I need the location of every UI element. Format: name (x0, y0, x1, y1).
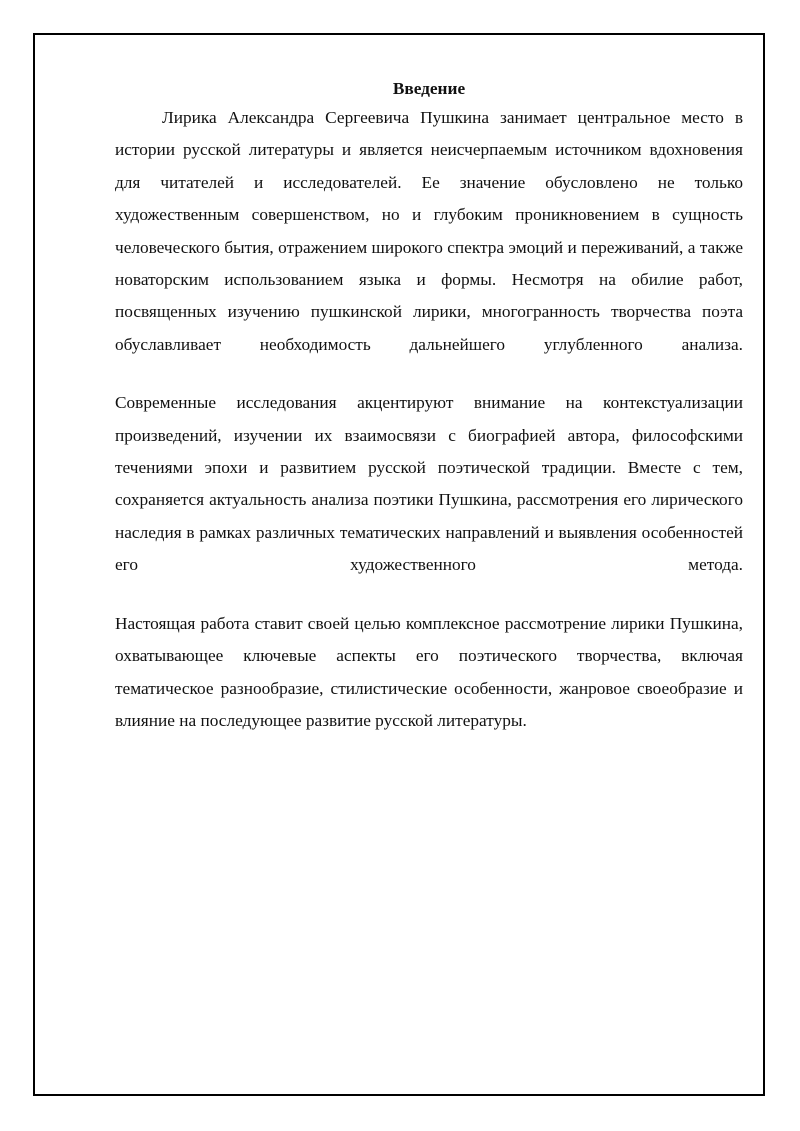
paragraph-gap (115, 582, 743, 608)
paragraph-goal: Настоящая работа ставит своей целью комплексное рассмотрение лирики Пушкина, охватывающее ключевые аспекты его поэтического творчества, включая тематическое разнообразие, стилистические особенности, жанровое своеобразие и влияние на последующее развитие русской литературы. (115, 613, 743, 730)
document-title: Введение (392, 79, 466, 98)
paragraph-research: Современные исследования акцентируют внимание на контекстуализации произведений, изучении их взаимосвязи с биографией автора, философскими течениями эпохи и развитием русской поэтической традиции. Вместе с тем, сохраняется актуальность анализа поэтики Пушкина, рассмотрения его лирического наследия в рамках различных тематических направлений и выявления особенностей его художественного метода. (115, 393, 743, 575)
paragraph-intro: Лирика Александра Сергеевича Пушкина занимает центральное место в истории русской литературы и является неисчерпаемым источником вдохновения для читателей и исследователей. Ее значение обусловлено не только художественным совершенством, но и глубоким проникновением в сущность человеческого бытия, отражением широкого спектра эмоций и переживаний, а также новаторским использованием языка и формы. Несмотря на обилие работ, посвященных изучению пушкинской лирики, многогранность творчества поэта обуславливает необходимость дальнейшего углубленного анализа. (115, 108, 743, 354)
paragraph-gap (115, 361, 743, 387)
document-body (115, 76, 743, 737)
